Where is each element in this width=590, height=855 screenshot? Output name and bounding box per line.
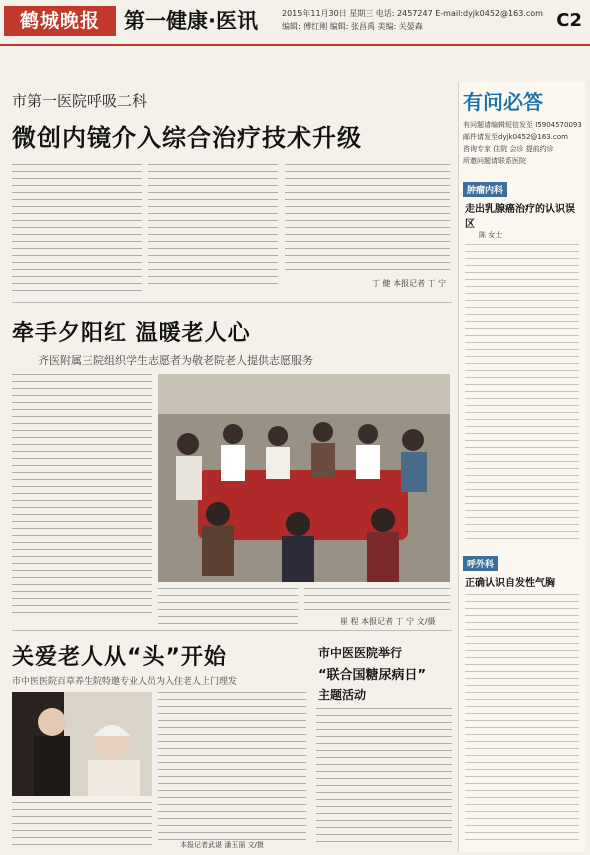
article1-body-col3	[285, 164, 450, 272]
article2-body-left	[12, 374, 152, 618]
article3-body-bottom	[12, 802, 152, 846]
haircut-photo-illustration	[12, 692, 152, 796]
sidebar-section1-tag: 肿瘤内科	[463, 182, 507, 197]
sidebar-section1-byline: 陈 女士	[479, 231, 503, 239]
article3-body	[158, 692, 306, 846]
sidebar-section2-headline: 正确认识自发性气胸	[465, 578, 555, 589]
article1-kicker: 市第一医院呼吸二科	[12, 92, 148, 110]
article2-subheadline: 齐医附属三院组织学生志愿者为敬老院老人提供志愿服务	[38, 354, 313, 367]
sidebar-section2-tag: 呼外科	[463, 556, 498, 571]
sidebar-qa	[458, 82, 585, 852]
article1-body-col1	[12, 164, 142, 296]
article4-kicker: 市中医医院举行	[318, 646, 403, 660]
sidebar-info-2: 邮件请发至dyjk0452@163.com	[463, 133, 568, 141]
article4-headline: “联合国糖尿病日”	[318, 668, 427, 683]
article2-body-right	[304, 588, 450, 610]
paper-name-logo: 鹤城晚报	[4, 6, 116, 36]
sidebar-section1-body	[465, 244, 579, 544]
article1-headline: 微创内镜介入综合治疗技术升级	[12, 124, 362, 152]
article1-byline: 丁 健 本报记者 丁 宁	[372, 279, 447, 288]
article3-subheadline: 市中医医院百草养生院特邀专业人员为入住老人上门理发	[12, 677, 238, 687]
editor-line: 编辑: 傅红刚 编辑: 张昌禹 美编: 关晏森	[282, 22, 423, 31]
article2-byline: 崔 程 本报记者 丁 宁 文/摄	[340, 617, 436, 626]
divider	[12, 302, 452, 303]
sidebar-info-4: 所邀问题请联系医院	[463, 157, 526, 165]
masthead	[0, 0, 590, 46]
article3-byline: 本报记者武谌 潘玉丽 文/摄	[180, 841, 264, 849]
sidebar-info-3: 咨询专家 住院 会诊 提前约诊	[463, 145, 554, 153]
sidebar-section2-body	[465, 594, 579, 844]
article2-photo	[158, 374, 450, 582]
article2-body-mid	[158, 588, 298, 626]
article2-headline: 牵手夕阳红 温暖老人心	[12, 321, 251, 346]
edition-title: 第一健康·医讯	[124, 9, 258, 33]
date-line: 2015年11月30日 星期三 电话: 2457247 E-mail:dyjk0452@163.com	[282, 9, 543, 18]
volunteers-photo-illustration	[158, 374, 450, 582]
sidebar-title: 有问必答	[463, 90, 543, 114]
article1-body-col2	[148, 164, 278, 288]
sidebar-section1-headline: 走出乳腺癌治疗的认识误区	[465, 204, 575, 230]
divider	[12, 630, 452, 631]
article3-photo	[12, 692, 152, 796]
article3-headline: 关爱老人从“头”开始	[12, 645, 227, 670]
page-code: C2	[556, 10, 582, 31]
article4-body	[316, 708, 452, 848]
article4-subheadline: 主题活动	[318, 688, 367, 702]
sidebar-info-1: 有问题请编辑短信发至 I5904570093	[463, 121, 582, 129]
